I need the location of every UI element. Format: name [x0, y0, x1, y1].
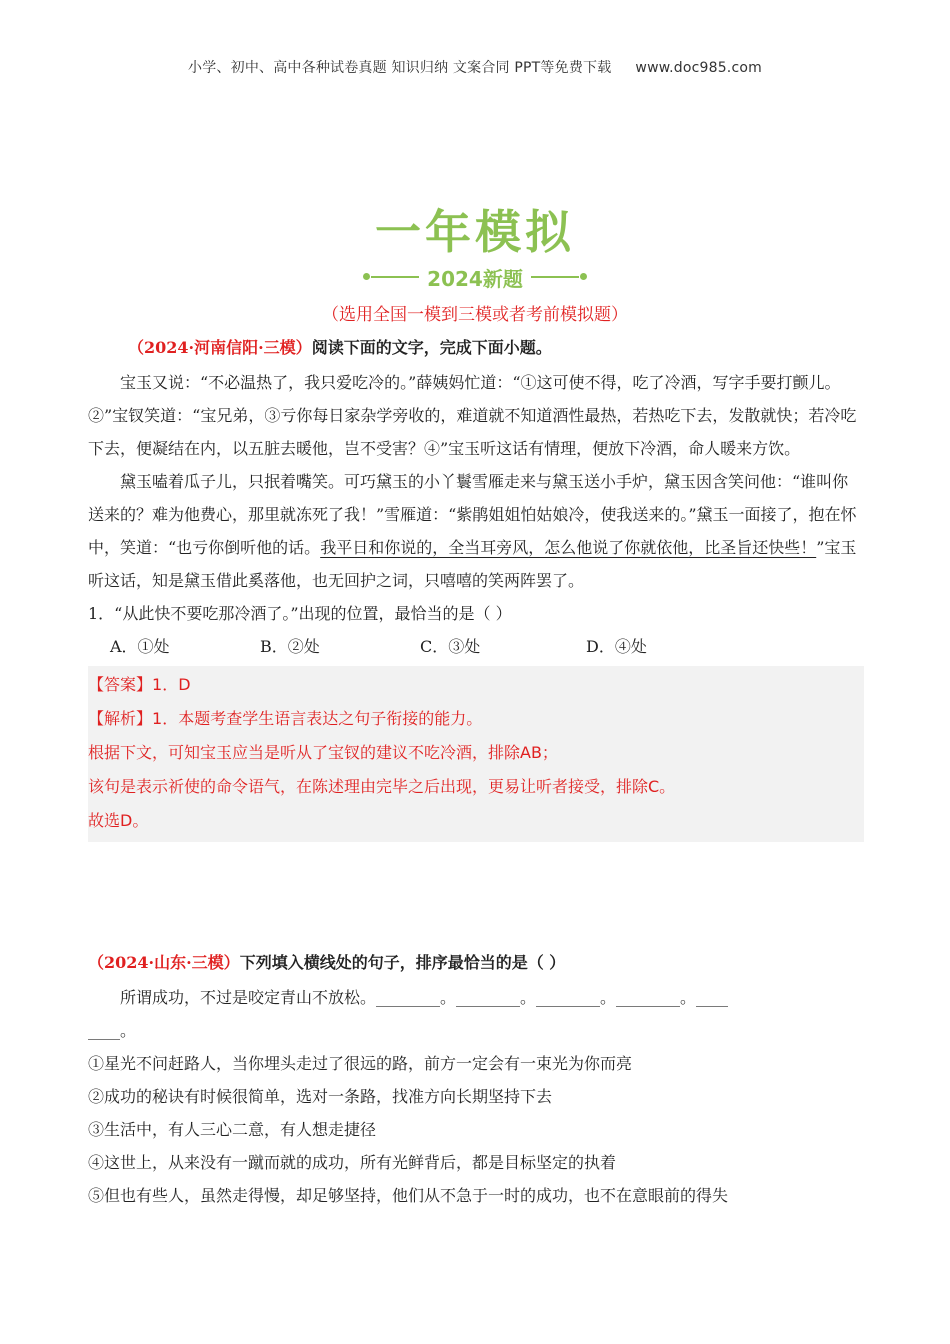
- page-header: [0, 57, 950, 77]
- question-1-source: （2024·河南信阳·三模）: [128, 338, 312, 357]
- sentence-list: [88, 1047, 864, 1212]
- analysis-line-4: 故选D。: [88, 811, 149, 830]
- passage-paragraph-1: 宝玉又说：“不必温热了，我只爱吃冷的。”薛姨妈忙道：“①这可使不得，吃了冷酒，写字手要打颤儿。②”宝钗笑道：“宝兄弟，③亏你每日家杂学旁收的，难道就不知道酒性最热，若热吃下去，发散就快；若冷吃下去，便凝结在内，以五脏去暖他，岂不受害？④”宝玉听这话有情理，便放下冷酒，命人暖来方饮。: [88, 373, 857, 458]
- question-2-heading: [88, 946, 864, 979]
- left-divider-line: [371, 276, 419, 278]
- question-1-options: [88, 630, 864, 663]
- question-1-instruction: 阅读下面的文字，完成下面小题。: [311, 338, 552, 357]
- question-2-source: （2024·山东·三模）: [88, 953, 240, 972]
- banner-note: （选用全国一模到三模或者考前模拟题）: [322, 305, 628, 325]
- option-b: B．②处: [260, 637, 320, 656]
- underlined-sentence: 我平日和你说的，全当耳旁风，怎么他说了你就依他，比圣旨还快些！: [320, 538, 817, 557]
- banner-title: 一年模拟: [375, 205, 575, 259]
- question-2-stem-line-2: ____。: [88, 1021, 137, 1040]
- question-1-stem: 1．“从此快不要吃那冷酒了。”出现的位置，最恰当的是（ ）: [88, 604, 512, 623]
- analysis-line-1: [88, 702, 864, 736]
- option-d: D．④处: [586, 637, 647, 656]
- banner-subtitle: 2024新题: [427, 266, 523, 291]
- right-divider-line: [531, 276, 579, 278]
- analysis-text-1: 1．本题考查学生语言表达之句子衔接的能力。: [152, 709, 483, 728]
- list-item: ②成功的秘诀有时候很简单，选对一条路，找准方向长期坚持下去: [88, 1087, 553, 1106]
- banner-subtitle-row: [0, 262, 950, 292]
- answer-line: [88, 668, 864, 702]
- answer-box: [88, 666, 864, 842]
- analysis-line-2: 根据下文，可知宝玉应当是听从了宝钗的建议不吃冷酒，排除AB；: [88, 743, 558, 762]
- answer-label: 【答案】: [88, 675, 153, 694]
- answer-value: 1．D: [152, 675, 191, 694]
- list-item: ⑤但也有些人，虽然走得慢，却足够坚持，他们从不急于一时的成功，也不在意眼前的得失: [88, 1186, 729, 1205]
- list-item: ③生活中，有人三心二意，有人想走捷径: [88, 1120, 377, 1139]
- analysis-label: 【解析】: [88, 709, 153, 728]
- question-1-heading: [88, 331, 864, 364]
- list-item: ④这世上，从来没有一蹴而就的成功，所有光鲜背后，都是目标坚定的执着: [88, 1153, 617, 1172]
- question-1-section: [88, 331, 864, 842]
- passage-paragraph-2: [88, 465, 864, 597]
- question-2-stem-line-1: 所谓成功，不过是咬定青山不放松。________。________。________。________。____: [120, 988, 729, 1007]
- header-url[interactable]: www.doc985.com: [635, 60, 762, 76]
- passage-paragraph-2-end: ”宝玉听这话，知是黛玉借此奚落他，也无回护之词，只嘻嘻的笑两阵罢了。: [88, 538, 857, 590]
- option-a: A．①处: [110, 637, 170, 656]
- header-text: 小学、初中、高中各种试卷真题 知识归纳 文案合同 PPT等免费下载: [188, 60, 612, 76]
- question-2-instruction: 下列填入横线处的句子，排序最恰当的是（ ）: [239, 953, 566, 972]
- list-item: ①星光不问赶路人，当你埋头走过了很远的路，前方一定会有一束光为你而亮: [88, 1054, 633, 1073]
- passage-paragraph-2-start: 黛玉嗑着瓜子儿，只抿着嘴笑。可巧黛玉的小丫鬟雪雁走来与黛玉送小手炉，黛玉因含笑问他：“谁叫你送来的？难为他费心，那里就冻死了我！”雪雁道：“紫鹃姐姐怕姑娘冷，使我送来的。”黛玉一面接了，抱在怀中，笑道：“也亏你倒听他的话。: [88, 472, 857, 557]
- option-c: C．③处: [420, 637, 481, 656]
- question-2-section: [88, 946, 864, 1212]
- analysis-line-3: 该句是表示祈使的命令语气，在陈述理由完毕之后出现，更易让听者接受，排除C。: [88, 777, 676, 796]
